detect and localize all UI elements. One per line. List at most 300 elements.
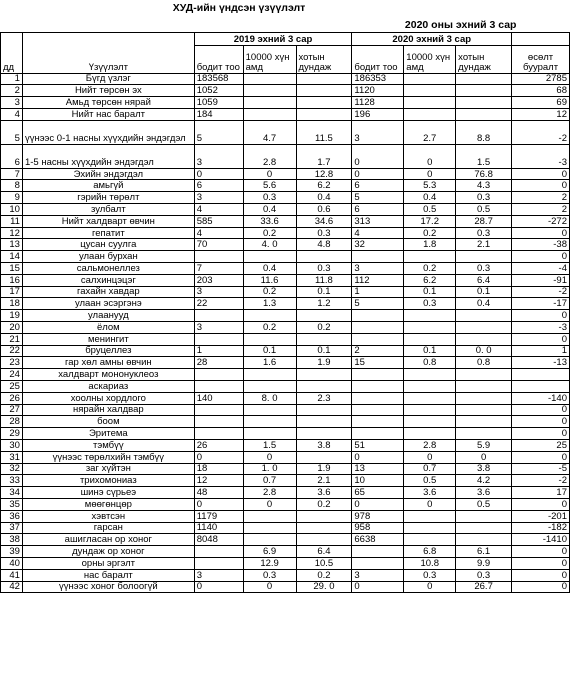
cell-per10000-2020: 0 — [404, 581, 456, 593]
cell-city-avg-2020: 6.4 — [456, 274, 512, 286]
table-row — [1, 168, 570, 180]
cell-per10000-2019: 6.9 — [243, 546, 296, 558]
table-row — [1, 204, 570, 216]
cell-per10000-2020: 2.8 — [404, 440, 456, 452]
table-row — [1, 392, 570, 404]
cell-dd: 11 — [1, 215, 23, 227]
cell-indicator: Нийт халдварт өвчин — [22, 215, 194, 227]
cell-growth: 2 — [512, 192, 570, 204]
cell-per10000-2019: 5.6 — [243, 180, 296, 192]
cell-per10000-2019 — [243, 534, 296, 546]
cell-per10000-2019: 4. 0 — [243, 239, 296, 251]
cell-city-avg-2019: 2.3 — [296, 392, 352, 404]
cell-actual-2019: 70 — [194, 239, 243, 251]
cell-dd: 30 — [1, 440, 23, 452]
cell-per10000-2019: 1.3 — [243, 298, 296, 310]
cell-per10000-2019: 0.3 — [243, 192, 296, 204]
cell-city-avg-2019: 6.2 — [296, 180, 352, 192]
cell-city-avg-2020: 4.3 — [456, 180, 512, 192]
cell-city-avg-2019: 0.1 — [296, 286, 352, 298]
period-2019-header: 2019 эхний 3 сар — [194, 32, 352, 45]
col-per10000-2019-header: 10000 хүн амд — [243, 45, 296, 73]
cell-dd: 29 — [1, 428, 23, 440]
cell-city-avg-2020 — [456, 251, 512, 263]
cell-actual-2020 — [352, 251, 404, 263]
cell-per10000-2019: 2.8 — [243, 487, 296, 499]
cell-dd: 31 — [1, 451, 23, 463]
cell-per10000-2020 — [404, 108, 456, 120]
cell-indicator: ёлом — [22, 322, 194, 334]
cell-per10000-2020: 0 — [404, 144, 456, 168]
cell-indicator: хэвтсэн — [22, 510, 194, 522]
cell-dd: 9 — [1, 192, 23, 204]
cell-actual-2019: 48 — [194, 487, 243, 499]
cell-city-avg-2019: 11.5 — [296, 120, 352, 144]
cell-actual-2020: 313 — [352, 215, 404, 227]
cell-actual-2019: 183568 — [194, 73, 243, 85]
cell-per10000-2019 — [243, 428, 296, 440]
col-actual-2020-header: бодит тоо — [352, 45, 404, 73]
cell-city-avg-2019 — [296, 251, 352, 263]
cell-dd: 39 — [1, 546, 23, 558]
cell-growth: -13 — [512, 357, 570, 369]
cell-actual-2020: 978 — [352, 510, 404, 522]
cell-city-avg-2019 — [296, 510, 352, 522]
cell-per10000-2020: 2.7 — [404, 120, 456, 144]
cell-per10000-2020: 0.5 — [404, 204, 456, 216]
cell-indicator: амьгүй — [22, 180, 194, 192]
cell-per10000-2019: 0 — [243, 168, 296, 180]
table-row — [1, 546, 570, 558]
cell-dd: 42 — [1, 581, 23, 593]
cell-actual-2020: 3 — [352, 569, 404, 581]
cell-per10000-2020 — [404, 428, 456, 440]
cell-per10000-2020: 0.3 — [404, 298, 456, 310]
cell-city-avg-2019: 0.3 — [296, 227, 352, 239]
cell-city-avg-2020: 26.7 — [456, 581, 512, 593]
cell-actual-2019: 184 — [194, 108, 243, 120]
cell-actual-2020: 4 — [352, 227, 404, 239]
cell-actual-2019: 8048 — [194, 534, 243, 546]
cell-growth: 0 — [512, 416, 570, 428]
cell-indicator: гахайн хавдар — [22, 286, 194, 298]
cell-actual-2019: 203 — [194, 274, 243, 286]
cell-city-avg-2020 — [456, 85, 512, 97]
cell-growth: 2785 — [512, 73, 570, 85]
cell-actual-2019: 3 — [194, 192, 243, 204]
table-row — [1, 251, 570, 263]
cell-city-avg-2019: 0.2 — [296, 499, 352, 511]
cell-dd: 21 — [1, 333, 23, 345]
cell-per10000-2020: 3.6 — [404, 487, 456, 499]
cell-per10000-2019 — [243, 369, 296, 381]
table-row — [1, 345, 570, 357]
cell-growth: -1410 — [512, 534, 570, 546]
cell-indicator: аскариаз — [22, 381, 194, 393]
cell-actual-2019: 7 — [194, 263, 243, 275]
cell-city-avg-2020: 4.2 — [456, 475, 512, 487]
cell-city-avg-2019: 12.8 — [296, 168, 352, 180]
cell-growth: -182 — [512, 522, 570, 534]
cell-growth: -38 — [512, 239, 570, 251]
cell-dd: 34 — [1, 487, 23, 499]
cell-per10000-2019: 33.6 — [243, 215, 296, 227]
cell-dd: 26 — [1, 392, 23, 404]
cell-per10000-2019: 0.4 — [243, 204, 296, 216]
cell-dd: 5 — [1, 120, 23, 144]
cell-actual-2019: 3 — [194, 286, 243, 298]
cell-per10000-2019: 0 — [243, 499, 296, 511]
cell-city-avg-2019 — [296, 108, 352, 120]
cell-city-avg-2019: 2.1 — [296, 475, 352, 487]
cell-dd: 12 — [1, 227, 23, 239]
cell-per10000-2019: 12.9 — [243, 557, 296, 569]
cell-actual-2020: 3 — [352, 263, 404, 275]
cell-actual-2020: 6 — [352, 204, 404, 216]
cell-actual-2020: 958 — [352, 522, 404, 534]
cell-growth: -4 — [512, 263, 570, 275]
cell-actual-2020: 0 — [352, 451, 404, 463]
cell-indicator: ашигласан ор хоног — [22, 534, 194, 546]
cell-actual-2019: 0 — [194, 168, 243, 180]
cell-city-avg-2020: 1.5 — [456, 144, 512, 168]
cell-city-avg-2020: 0.3 — [456, 227, 512, 239]
cell-city-avg-2019 — [296, 404, 352, 416]
cell-actual-2019: 140 — [194, 392, 243, 404]
cell-actual-2019: 0 — [194, 451, 243, 463]
cell-per10000-2019: 2.8 — [243, 144, 296, 168]
cell-per10000-2020: 0.2 — [404, 227, 456, 239]
cell-actual-2019: 0 — [194, 499, 243, 511]
col-per10000-2020-header: 10000 хүн амд — [404, 45, 456, 73]
table-row — [1, 333, 570, 345]
cell-per10000-2020: 1.8 — [404, 239, 456, 251]
cell-actual-2019 — [194, 416, 243, 428]
table-row — [1, 108, 570, 120]
cell-actual-2020 — [352, 369, 404, 381]
cell-city-avg-2019: 4.8 — [296, 239, 352, 251]
cell-dd: 16 — [1, 274, 23, 286]
cell-actual-2019 — [194, 333, 243, 345]
cell-indicator: үүнээс хоног болоогүй — [22, 581, 194, 593]
cell-actual-2019: 26 — [194, 440, 243, 452]
cell-city-avg-2020 — [456, 428, 512, 440]
cell-dd: 18 — [1, 298, 23, 310]
cell-actual-2020 — [352, 333, 404, 345]
cell-city-avg-2019: 1.7 — [296, 144, 352, 168]
cell-city-avg-2020 — [456, 322, 512, 334]
cell-per10000-2019: 11.6 — [243, 274, 296, 286]
cell-indicator: салхинцэцэг — [22, 274, 194, 286]
cell-city-avg-2020: 0.5 — [456, 204, 512, 216]
cell-city-avg-2019: 0.4 — [296, 192, 352, 204]
cell-city-avg-2019 — [296, 451, 352, 463]
cell-city-avg-2020 — [456, 392, 512, 404]
cell-indicator: тэмбүү — [22, 440, 194, 452]
table-row — [1, 534, 570, 546]
cell-per10000-2020: 0.7 — [404, 463, 456, 475]
cell-growth: 68 — [512, 85, 570, 97]
cell-indicator: цусан суулга — [22, 239, 194, 251]
col-dd-header: дд — [1, 45, 23, 73]
cell-city-avg-2019 — [296, 522, 352, 534]
cell-growth: -272 — [512, 215, 570, 227]
cell-indicator: үүнээс төрөлхийн тэмбүү — [22, 451, 194, 463]
period-main-header: 2020 оны эхний 3 сар — [404, 19, 517, 32]
cell-growth: 12 — [512, 108, 570, 120]
cell-dd: 15 — [1, 263, 23, 275]
cell-actual-2020: 65 — [352, 487, 404, 499]
table-row — [1, 85, 570, 97]
table-row — [1, 428, 570, 440]
table-row — [1, 522, 570, 534]
cell-city-avg-2019: 0.2 — [296, 322, 352, 334]
cell-city-avg-2020: 0.5 — [456, 499, 512, 511]
table-row — [1, 451, 570, 463]
cell-indicator: заг хүйтэн — [22, 463, 194, 475]
table-row — [1, 404, 570, 416]
cell-indicator: гэрийн төрөлт — [22, 192, 194, 204]
cell-growth: -91 — [512, 274, 570, 286]
col-city-avg-2019-header: хотын дундаж — [296, 45, 352, 73]
table-row — [1, 180, 570, 192]
cell-city-avg-2020 — [456, 108, 512, 120]
cell-growth: -2 — [512, 120, 570, 144]
cell-indicator: нас баралт — [22, 569, 194, 581]
table-row — [1, 357, 570, 369]
cell-actual-2020: 1120 — [352, 85, 404, 97]
cell-actual-2019: 22 — [194, 298, 243, 310]
cell-growth: 0 — [512, 168, 570, 180]
cell-dd: 19 — [1, 310, 23, 322]
cell-actual-2019: 1140 — [194, 522, 243, 534]
cell-per10000-2020: 5.3 — [404, 180, 456, 192]
table-row — [1, 557, 570, 569]
cell-actual-2019: 3 — [194, 144, 243, 168]
table-row — [1, 569, 570, 581]
cell-city-avg-2019: 6.4 — [296, 546, 352, 558]
cell-indicator: менингит — [22, 333, 194, 345]
table-row — [1, 263, 570, 275]
table-row — [1, 510, 570, 522]
cell-dd: 25 — [1, 381, 23, 393]
cell-dd: 32 — [1, 463, 23, 475]
cell-city-avg-2019 — [296, 73, 352, 85]
cell-dd: 38 — [1, 534, 23, 546]
cell-per10000-2020 — [404, 85, 456, 97]
cell-city-avg-2019 — [296, 310, 352, 322]
table-row — [1, 298, 570, 310]
cell-city-avg-2019: 11.8 — [296, 274, 352, 286]
cell-indicator: улаан бурхан — [22, 251, 194, 263]
cell-actual-2019: 1 — [194, 345, 243, 357]
cell-city-avg-2020: 6.1 — [456, 546, 512, 558]
cell-city-avg-2019: 1.9 — [296, 463, 352, 475]
cell-dd: 35 — [1, 499, 23, 511]
table-row — [1, 581, 570, 593]
cell-growth: -2 — [512, 475, 570, 487]
cell-dd: 17 — [1, 286, 23, 298]
cell-actual-2019 — [194, 251, 243, 263]
cell-actual-2020: 0 — [352, 499, 404, 511]
table-row — [1, 310, 570, 322]
cell-dd: 40 — [1, 557, 23, 569]
cell-actual-2020: 6 — [352, 180, 404, 192]
cell-city-avg-2020: 9.9 — [456, 557, 512, 569]
cell-city-avg-2019: 34.6 — [296, 215, 352, 227]
cell-per10000-2020 — [404, 534, 456, 546]
cell-actual-2020: 1 — [352, 286, 404, 298]
cell-growth: -5 — [512, 463, 570, 475]
cell-dd: 1 — [1, 73, 23, 85]
cell-city-avg-2020 — [456, 534, 512, 546]
cell-per10000-2019: 0 — [243, 581, 296, 593]
cell-actual-2019: 28 — [194, 357, 243, 369]
cell-actual-2020: 3 — [352, 120, 404, 144]
table-row — [1, 286, 570, 298]
cell-indicator: боом — [22, 416, 194, 428]
cell-city-avg-2019: 29. 0 — [296, 581, 352, 593]
table-row — [1, 487, 570, 499]
cell-city-avg-2020: 0.3 — [456, 569, 512, 581]
cell-indicator: гепатит — [22, 227, 194, 239]
cell-actual-2019 — [194, 546, 243, 558]
cell-per10000-2019 — [243, 97, 296, 109]
cell-per10000-2020: 0 — [404, 168, 456, 180]
cell-indicator: орны эргэлт — [22, 557, 194, 569]
cell-per10000-2020: 0.4 — [404, 192, 456, 204]
cell-per10000-2020 — [404, 333, 456, 345]
cell-per10000-2019 — [243, 381, 296, 393]
cell-growth — [512, 381, 570, 393]
cell-city-avg-2020: 0 — [456, 451, 512, 463]
cell-per10000-2020: 6.2 — [404, 274, 456, 286]
cell-per10000-2020: 0 — [404, 451, 456, 463]
cell-per10000-2019 — [243, 251, 296, 263]
cell-actual-2020: 5 — [352, 298, 404, 310]
table-row — [1, 381, 570, 393]
cell-actual-2020 — [352, 310, 404, 322]
table-row — [1, 369, 570, 381]
cell-growth — [512, 369, 570, 381]
cell-per10000-2020: 17.2 — [404, 215, 456, 227]
cell-growth: 0 — [512, 428, 570, 440]
cell-actual-2020: 0 — [352, 168, 404, 180]
cell-dd: 3 — [1, 97, 23, 109]
cell-city-avg-2020 — [456, 404, 512, 416]
cell-indicator: Нийт төрсөн эх — [22, 85, 194, 97]
cell-per10000-2020: 0.8 — [404, 357, 456, 369]
cell-per10000-2020: 0.3 — [404, 569, 456, 581]
cell-indicator: нярайн халдвар — [22, 404, 194, 416]
cell-per10000-2020: 6.8 — [404, 546, 456, 558]
cell-city-avg-2019 — [296, 85, 352, 97]
cell-per10000-2019 — [243, 416, 296, 428]
cell-dd: 36 — [1, 510, 23, 522]
cell-per10000-2019: 8. 0 — [243, 392, 296, 404]
cell-actual-2020: 13 — [352, 463, 404, 475]
cell-dd: 28 — [1, 416, 23, 428]
table-row — [1, 144, 570, 168]
cell-growth: 0 — [512, 333, 570, 345]
table-row — [1, 475, 570, 487]
cell-actual-2020: 0 — [352, 144, 404, 168]
cell-actual-2019: 0 — [194, 581, 243, 593]
cell-indicator: хоолны хордлого — [22, 392, 194, 404]
cell-growth: 0 — [512, 310, 570, 322]
cell-actual-2019: 6 — [194, 180, 243, 192]
cell-growth: -2 — [512, 286, 570, 298]
cell-growth: 0 — [512, 251, 570, 263]
cell-per10000-2020 — [404, 322, 456, 334]
cell-city-avg-2020 — [456, 333, 512, 345]
cell-city-avg-2020 — [456, 522, 512, 534]
cell-per10000-2019 — [243, 108, 296, 120]
cell-per10000-2019: 0.1 — [243, 345, 296, 357]
cell-per10000-2020: 0 — [404, 499, 456, 511]
cell-indicator: трихомониаз — [22, 475, 194, 487]
cell-city-avg-2020 — [456, 310, 512, 322]
page-title: ХУД-ийн үндсэн үзүүлэлт — [172, 1, 306, 14]
cell-actual-2020: 186353 — [352, 73, 404, 85]
cell-actual-2019: 1052 — [194, 85, 243, 97]
period-2020-header: 2020 эхний 3 сар — [352, 32, 512, 45]
cell-actual-2019: 4 — [194, 227, 243, 239]
cell-per10000-2019: 0 — [243, 451, 296, 463]
cell-actual-2019 — [194, 404, 243, 416]
cell-dd: 10 — [1, 204, 23, 216]
cell-per10000-2019: 0.2 — [243, 322, 296, 334]
cell-actual-2020: 15 — [352, 357, 404, 369]
cell-city-avg-2020 — [456, 97, 512, 109]
cell-growth: 0 — [512, 499, 570, 511]
col-actual-2019-header: бодит тоо — [194, 45, 243, 73]
cell-per10000-2019: 0.4 — [243, 263, 296, 275]
cell-actual-2020: 0 — [352, 581, 404, 593]
cell-dd: 20 — [1, 322, 23, 334]
cell-dd: 7 — [1, 168, 23, 180]
cell-city-avg-2020 — [456, 369, 512, 381]
table-row — [1, 274, 570, 286]
cell-actual-2020: 10 — [352, 475, 404, 487]
cell-actual-2020 — [352, 404, 404, 416]
cell-city-avg-2020 — [456, 381, 512, 393]
cell-city-avg-2019: 0.3 — [296, 263, 352, 275]
cell-city-avg-2020: 5.9 — [456, 440, 512, 452]
cell-city-avg-2019 — [296, 534, 352, 546]
cell-per10000-2019 — [243, 73, 296, 85]
cell-per10000-2020 — [404, 251, 456, 263]
cell-growth: 0 — [512, 404, 570, 416]
cell-city-avg-2019 — [296, 369, 352, 381]
cell-growth: -201 — [512, 510, 570, 522]
cell-actual-2020: 1128 — [352, 97, 404, 109]
cell-per10000-2020 — [404, 310, 456, 322]
cell-indicator: Эхийн эндэгдэл — [22, 168, 194, 180]
cell-city-avg-2020: 0.3 — [456, 263, 512, 275]
cell-actual-2020: 2 — [352, 345, 404, 357]
cell-growth: 0 — [512, 581, 570, 593]
cell-city-avg-2020: 0.1 — [456, 286, 512, 298]
cell-per10000-2019: 0.2 — [243, 227, 296, 239]
cell-per10000-2019: 1. 0 — [243, 463, 296, 475]
cell-per10000-2020 — [404, 392, 456, 404]
cell-city-avg-2019: 10.5 — [296, 557, 352, 569]
cell-per10000-2020: 0.1 — [404, 345, 456, 357]
cell-actual-2019: 585 — [194, 215, 243, 227]
cell-city-avg-2019 — [296, 333, 352, 345]
cell-city-avg-2020: 0.4 — [456, 298, 512, 310]
